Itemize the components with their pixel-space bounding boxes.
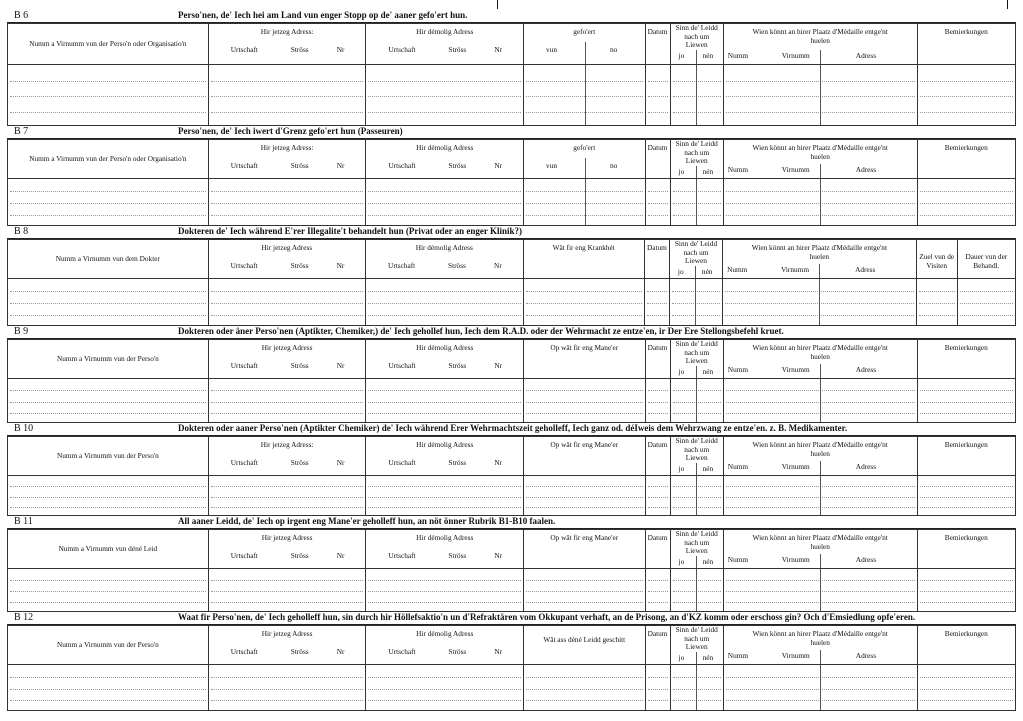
section-code: B 10 <box>14 423 34 434</box>
third-column-header: Wât ass déné Leidd geschitt <box>524 626 645 665</box>
entry-row <box>8 665 1016 711</box>
section-code: B 11 <box>14 516 33 527</box>
former-address-header: Hir démolig Adress Urtschaft Ströss Nr <box>366 437 524 476</box>
header-row <box>8 140 1016 179</box>
former-address-header: Hir démolig Adress Urtschaft Ströss Nr <box>366 140 524 179</box>
date-entry[interactable] <box>645 569 670 612</box>
driven-to-label: no <box>610 45 618 54</box>
top-margin-mark <box>1007 0 1008 9</box>
still-alive-entry[interactable] <box>669 279 722 326</box>
alive-yes-label: jo <box>678 464 685 473</box>
current-address-entry[interactable] <box>208 569 366 612</box>
current-address-entry[interactable] <box>208 476 366 516</box>
section-table <box>7 529 1016 612</box>
date-header: Datum <box>645 626 670 665</box>
remarks-header: Bemierkungen <box>917 340 1015 379</box>
section-title: Perso'nen, de' Iech hei am Land vun enger Stopp op de' aaner gefo'ert hun. <box>178 10 468 20</box>
medal-recipient-header: Wien könnt an hirer Plaatz d'Médaille entge'nt huelen Numm Virnumm Adress <box>723 340 917 379</box>
date-header: Datum <box>645 530 670 569</box>
still-alive-entry[interactable] <box>670 476 723 516</box>
section-table <box>7 23 1016 126</box>
current-address-header: Hir jetzeg Adress: Urtschaft Ströss Nr <box>208 140 366 179</box>
section-b9 <box>7 325 1016 422</box>
date-header: Datum <box>644 240 669 279</box>
current-address-header: Hir jetzeg Adress Urtschaft Ströss Nr <box>208 340 366 379</box>
medal-recipient-entry[interactable] <box>723 476 917 516</box>
header-row <box>8 437 1016 476</box>
section-code: B 8 <box>14 226 29 237</box>
former-address-entry[interactable] <box>366 279 523 326</box>
section-title: All aaner Leidd, de' Iech op irgent eng Mane'er geholleff hun, an nöt önner Rubrik B1-B10 faalen. <box>178 516 556 526</box>
third-column-entry[interactable] <box>524 65 645 126</box>
medal-recipient-entry[interactable] <box>723 279 917 326</box>
person-name-entry[interactable] <box>8 279 209 326</box>
driven-to-label: no <box>610 161 618 170</box>
person-name-entry[interactable] <box>8 569 209 612</box>
remarks-entry[interactable] <box>917 569 1015 612</box>
alive-yes-label: jo <box>678 367 685 376</box>
entry-row <box>8 569 1016 612</box>
medal-recipient-header: Wien könnt an hirer Plaatz d'Médaille entge'nt huelen Numm Virnumm Adress <box>723 24 917 65</box>
section-b11 <box>7 515 1016 611</box>
section-title: Dokteren oder âner Perso'nen (Aptikter, Chemiker,) de' Iech gehollef hun, Iech dem R.A.D. oder der Wehrmacht ze entze'en, ir Der Ere Stellongsbefehl kruet. <box>178 326 784 336</box>
section-code: B 9 <box>14 326 29 337</box>
date-header: Datum <box>645 437 670 476</box>
alive-yes-label: jo <box>678 167 685 176</box>
remarks-entry[interactable] <box>917 379 1015 423</box>
alive-no-label: nén <box>702 367 714 376</box>
remarks-header: Bemierkungen <box>917 24 1015 65</box>
medal-recipient-entry[interactable] <box>723 569 917 612</box>
section-table <box>7 436 1016 516</box>
driven-from-label: vun <box>546 161 557 170</box>
alive-no-label: nén <box>702 557 714 566</box>
section-code: B 12 <box>14 612 34 623</box>
remarks-entry[interactable] <box>917 665 1015 711</box>
treatment-duration-entry[interactable] <box>957 279 1015 326</box>
third-column-entry[interactable] <box>524 179 645 226</box>
section-table <box>7 239 1016 326</box>
alive-no-label: nén <box>701 267 713 276</box>
current-address-header: Hir jetzeg Adress Urtschaft Ströss Nr <box>208 240 365 279</box>
person-name-header: Numm a Virnumm vun dem Dokter <box>8 240 209 279</box>
header-row <box>8 340 1016 379</box>
remarks-entry[interactable] <box>917 476 1015 516</box>
person-name-header: Numm a Virnumm vun der Perso'n <box>8 626 209 665</box>
date-entry[interactable] <box>644 279 669 326</box>
date-header: Datum <box>645 140 670 179</box>
third-column-header: gefo'ert vun no <box>524 24 645 65</box>
former-address-entry[interactable] <box>366 476 524 516</box>
former-address-header: Hir démolig Adress Urtschaft Ströss Nr <box>366 340 524 379</box>
third-column-header: Op wât fir eng Mane'er <box>524 530 645 569</box>
alive-yes-label: jo <box>678 653 685 662</box>
visits-count-entry[interactable] <box>916 279 957 326</box>
person-name-entry[interactable] <box>8 65 209 126</box>
third-column-entry[interactable] <box>524 665 645 711</box>
date-header: Datum <box>645 24 670 65</box>
section-title: Dokteren oder aaner Perso'nen (Aptikter Chemiker) de' Iech während Erer Wehrmachtszeit geholleff, Iech ganz od. déIweis dem Wehrzwang ze entze'en. z. B. Medikamenter. <box>178 423 848 433</box>
alive-no-label: nén <box>702 464 714 473</box>
medal-recipient-header: Wien könnt an hirer Plaatz d'Médaille entge'nt huelen Numm Virnumm Adress <box>723 437 917 476</box>
entry-row <box>8 476 1016 516</box>
third-column-entry[interactable] <box>524 379 645 423</box>
current-address-entry[interactable] <box>208 279 365 326</box>
entry-row <box>8 379 1016 423</box>
header-row <box>8 530 1016 569</box>
top-margin-mark <box>497 0 498 9</box>
medal-recipient-header: Wien könnt an hirer Plaatz d'Médaille entge'nt huelen Numm Virnumm Adress <box>723 240 917 279</box>
date-header: Datum <box>645 340 670 379</box>
driven-from-label: vun <box>546 45 557 54</box>
remarks-entry[interactable] <box>917 65 1015 126</box>
still-alive-header: Sinn de' Leidd nach um Liewen jo nén <box>670 626 723 665</box>
former-address-entry[interactable] <box>366 665 524 711</box>
alive-no-label: nén <box>702 167 714 176</box>
current-address-entry[interactable] <box>208 179 366 226</box>
header-row <box>8 24 1016 65</box>
alive-no-label: nén <box>702 653 714 662</box>
former-address-header: Hir démolig Adress Urtschaft Ströss Nr <box>366 626 524 665</box>
third-column-header: Op wât fir eng Mane'er <box>524 340 645 379</box>
treatment-duration-header: Dauer vun der Behandl. <box>957 240 1015 279</box>
person-name-header: Numm a Virnumm vun der Perso'n <box>8 437 209 476</box>
remarks-header: Bemierkungen <box>917 530 1015 569</box>
alive-yes-label: jo <box>678 51 685 60</box>
person-name-header: Numm a Virnumm vun déné Leid <box>8 530 209 569</box>
still-alive-entry[interactable] <box>670 379 723 423</box>
entry-row <box>8 279 1016 326</box>
visits-count-header: Zuel vun de Visiten <box>916 240 957 279</box>
current-address-entry[interactable] <box>208 65 366 126</box>
former-address-entry[interactable] <box>366 65 524 126</box>
date-entry[interactable] <box>645 179 670 226</box>
section-b10 <box>7 422 1016 515</box>
remarks-entry[interactable] <box>917 179 1015 226</box>
section-heading <box>7 225 1016 239</box>
person-name-header: Numm a Virnumm vun der Perso'n oder Organisatio'n <box>8 140 209 179</box>
date-entry[interactable] <box>645 665 670 711</box>
still-alive-header: Sinn de' Leidd nach um Liewen jo nén <box>670 24 723 65</box>
former-address-entry[interactable] <box>366 569 524 612</box>
still-alive-header: Sinn de' Leidd nach um Liewen jo nén <box>670 140 723 179</box>
date-entry[interactable] <box>645 476 670 516</box>
current-address-entry[interactable] <box>208 379 366 423</box>
alive-yes-label: jo <box>677 267 684 276</box>
section-code: B 7 <box>14 126 29 137</box>
section-table <box>7 625 1016 711</box>
person-name-entry[interactable] <box>8 665 209 711</box>
section-b6 <box>7 9 1016 125</box>
person-name-header: Numm a Virnumm vun der Perso'n <box>8 340 209 379</box>
person-name-header: Numm a Virnumm vun der Perso'n oder Organisatio'n <box>8 24 209 65</box>
section-b8 <box>7 225 1016 325</box>
section-heading <box>7 325 1016 339</box>
medal-recipient-header: Wien könnt an hirer Plaatz d'Médaille entge'nt huelen Numm Virnumm Adress <box>723 530 917 569</box>
section-heading <box>7 422 1016 436</box>
remarks-header: Bemierkungen <box>917 140 1015 179</box>
section-b7 <box>7 125 1016 225</box>
current-address-header: Hir jetzeg Adress Urtschaft Ströss Nr <box>208 626 366 665</box>
still-alive-header: Sinn de' Leidd nach um Liewen jo nén <box>670 340 723 379</box>
person-name-entry[interactable] <box>8 476 209 516</box>
still-alive-entry[interactable] <box>670 569 723 612</box>
section-title: Perso'nen, de' Iech iwert d'Grenz gefo'ert hun (Passeuren) <box>178 126 403 136</box>
current-address-header: Hir jetzeg Adress Urtschaft Ströss Nr <box>208 530 366 569</box>
section-code: B 6 <box>14 10 29 21</box>
third-column-entry[interactable] <box>523 279 644 326</box>
third-column-entry[interactable] <box>524 476 645 516</box>
person-name-entry[interactable] <box>8 379 209 423</box>
section-title: Dokteren de' Iech während E'rer Illegalite't behandelt hun (Privat oder an enger Klinik?) <box>178 226 523 236</box>
still-alive-header: Sinn de' Leidd nach um Liewen jo nén <box>670 530 723 569</box>
current-address-header: Hir jetzeg Adress: Urtschaft Ströss Nr <box>208 437 366 476</box>
former-address-header: Hir démolig Adress Urtschaft Ströss Nr <box>366 530 524 569</box>
still-alive-entry[interactable] <box>670 179 723 226</box>
third-column-header: gefo'ert vun no <box>524 140 645 179</box>
still-alive-header: Sinn de' Leidd nach um Liewen jo nén <box>669 240 722 279</box>
section-heading <box>7 515 1016 529</box>
medal-recipient-header: Wien könnt an hirer Plaatz d'Médaille entge'nt huelen Numm Virnumm Adress <box>723 626 917 665</box>
person-name-entry[interactable] <box>8 179 209 226</box>
remarks-header: Bemierkungen <box>917 437 1015 476</box>
remarks-header: Bemierkungen <box>917 626 1015 665</box>
former-address-entry[interactable] <box>366 179 524 226</box>
alive-yes-label: jo <box>678 557 685 566</box>
still-alive-entry[interactable] <box>670 665 723 711</box>
header-row <box>8 240 1016 279</box>
former-address-header: Hir démolig Adress Urtschaft Ströss Nr <box>366 240 523 279</box>
still-alive-header: Sinn de' Leidd nach um Liewen jo nén <box>670 437 723 476</box>
medal-recipient-entry[interactable] <box>723 665 917 711</box>
entry-row <box>8 179 1016 226</box>
medal-recipient-entry[interactable] <box>723 65 917 126</box>
date-entry[interactable] <box>645 65 670 126</box>
medal-recipient-entry[interactable] <box>723 379 917 423</box>
section-title: Waat fir Perso'nen, de' Iech geholleff hun, sin durch hir Höllefsaktio'n un d'Refraktären vom Okkupant verhaft, an de Prisong, an d'KZ komm oder erschoss gin? Och d'Emsiedlung opfe'eren. <box>178 612 916 622</box>
section-table <box>7 139 1016 226</box>
former-address-entry[interactable] <box>366 379 524 423</box>
section-table <box>7 339 1016 423</box>
third-column-header: Op wât fir eng Mane'er <box>524 437 645 476</box>
header-row <box>8 626 1016 665</box>
section-heading <box>7 9 1016 23</box>
entry-row <box>8 65 1016 126</box>
current-address-entry[interactable] <box>208 665 366 711</box>
section-heading <box>7 125 1016 139</box>
alive-no-label: nén <box>702 51 714 60</box>
medal-recipient-entry[interactable] <box>723 179 917 226</box>
former-address-header: Hir démolig Adress Urtschaft Ströss Nr <box>366 24 524 65</box>
third-column-entry[interactable] <box>524 569 645 612</box>
section-b12 <box>7 611 1016 710</box>
date-entry[interactable] <box>645 379 670 423</box>
medal-recipient-header: Wien könnt an hirer Plaatz d'Médaille entge'nt huelen Numm Virnumm Adress <box>723 140 917 179</box>
still-alive-entry[interactable] <box>670 65 723 126</box>
third-column-header: Wât fir eng Krankhét <box>523 240 644 279</box>
current-address-header: Hir jetzeg Adress: Urtschaft Ströss Nr <box>208 24 366 65</box>
section-heading <box>7 611 1016 625</box>
